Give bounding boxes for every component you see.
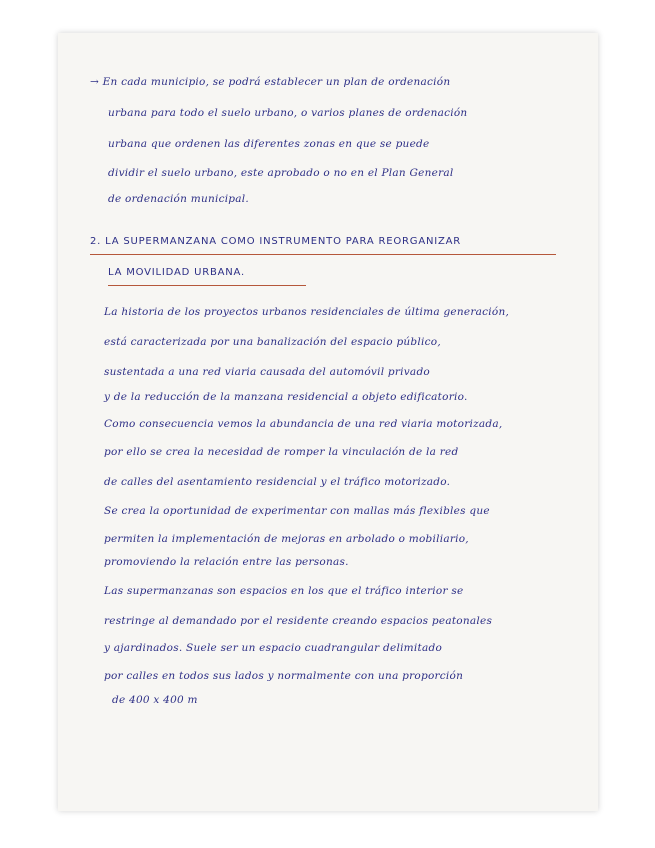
body-line-10: promoviendo la relación entre las personas.	[104, 556, 349, 568]
body-line-1: La historia de los proyectos urbanos residenciales de última generación,	[104, 306, 510, 318]
body-line-2: está caracterizada por una banalización del espacio público,	[104, 336, 441, 348]
notebook-sheet	[58, 33, 598, 811]
bullet-line-2: urbana para todo el suelo urbano, o varios planes de ordenación	[108, 107, 468, 119]
heading-underline-2	[108, 285, 306, 286]
body-line-15: de 400 x 400 m	[112, 694, 198, 706]
heading-underline-1	[90, 254, 556, 255]
section-heading-line-1: 2. LA SUPERMANZANA COMO INSTRUMENTO PARA REORGANIZAR	[90, 236, 462, 247]
bullet-line-5: de ordenación municipal.	[108, 193, 249, 205]
body-line-4: y de la reducción de la manzana residencial a objeto edificatorio.	[104, 391, 468, 403]
bullet-line-4: dividir el suelo urbano, este aprobado o no en el Plan General	[108, 167, 454, 179]
body-line-13: y ajardinados. Suele ser un espacio cuadrangular delimitado	[104, 642, 443, 654]
section-heading-line-2: LA MOVILIDAD URBANA.	[108, 267, 245, 278]
body-line-5: Como consecuencia vemos la abundancia de una red viaria motorizada,	[104, 418, 503, 430]
body-line-12: restringe al demandado por el residente creando espacios peatonales	[104, 615, 493, 627]
body-line-8: Se crea la oportunidad de experimentar con mallas más flexibles que	[104, 505, 490, 517]
bullet-line-3: urbana que ordenen las diferentes zonas en que se puede	[108, 138, 430, 150]
bullet-line-1: → En cada municipio, se podrá establecer un plan de ordenación	[90, 76, 451, 88]
body-line-11: Las supermanzanas son espacios en los que el tráfico interior se	[104, 585, 464, 597]
body-line-7: de calles del asentamiento residencial y el tráfico motorizado.	[104, 476, 451, 488]
body-line-3: sustentada a una red viaria causada del automóvil privado	[104, 366, 430, 378]
body-line-6: por ello se crea la necesidad de romper la vinculación de la red	[104, 446, 459, 458]
body-line-9: permiten la implementación de mejoras en arbolado o mobiliario,	[104, 533, 469, 545]
body-line-14: por calles en todos sus lados y normalmente con una proporción	[104, 670, 464, 682]
